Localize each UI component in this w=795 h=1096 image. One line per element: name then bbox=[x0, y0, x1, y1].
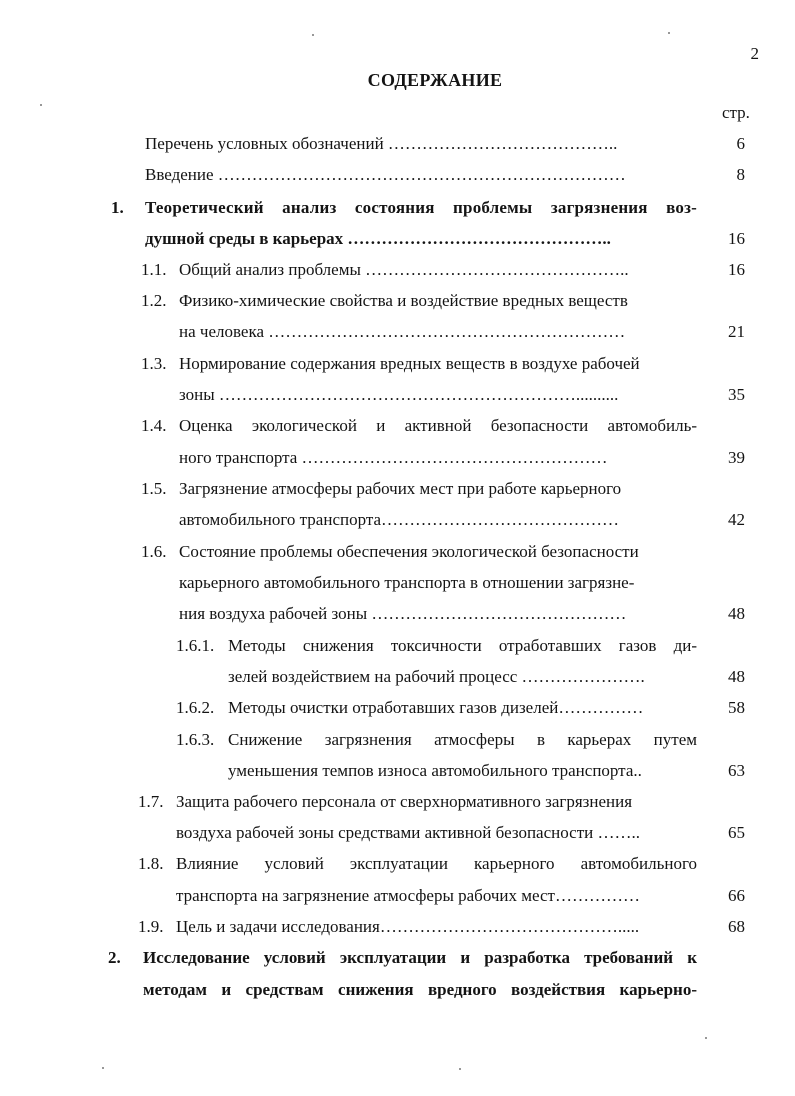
toc-entry-1-7-number: 1.7. bbox=[138, 792, 164, 811]
toc-entry-abbrev-page: 6 bbox=[736, 134, 745, 153]
toc-entry-1-6-1-number: 1.6.1. bbox=[176, 636, 215, 655]
toc-entry-1-9-number: 1.9. bbox=[138, 917, 164, 936]
toc-entry-1-6-3-line-2: уменьшения темпов износа автомобильного транспорта.. bbox=[228, 761, 642, 780]
toc-entry-1-8-line-1: Влияние условий эксплуатации карьерного автомобильного bbox=[176, 854, 697, 873]
toc-entry-1-6-1-line-2: зелей воздействием на рабочий процесс …………………. bbox=[228, 667, 645, 686]
toc-entry-1-6-2-number: 1.6.2. bbox=[176, 698, 215, 717]
toc-entry-1-6-1-page: 48 bbox=[728, 667, 745, 686]
toc-entry-1-2-line-1: Физико-химические свойства и воздействие вредных веществ bbox=[179, 291, 628, 310]
toc-entry-ch1-line-2: душной среды в карьерах ……………………………………….. bbox=[145, 229, 611, 248]
toc-entry-1-2-number: 1.2. bbox=[141, 291, 167, 310]
toc-entry-1-5-line-1: Загрязнение атмосферы рабочих мест при работе карьерного bbox=[179, 479, 622, 498]
toc-entry-1-4-line-2: ного транспорта ……………………………………………… bbox=[179, 448, 608, 467]
scan-speck bbox=[102, 1067, 104, 1069]
toc-entry-ch2-line-1: Исследование условий эксплуатации и разработка требований к bbox=[143, 948, 697, 967]
toc-entry-intro-page: 8 bbox=[736, 165, 745, 184]
toc-entry-1-5-line-2: автомобильного транспорта…………………………………… bbox=[179, 510, 620, 529]
toc-entry-ch1-number: 1. bbox=[111, 198, 124, 217]
toc-entry-1-7-line-1: Защита рабочего персонала от сверхнормативного загрязнения bbox=[176, 792, 633, 811]
page-number: 2 bbox=[750, 44, 759, 63]
toc-entry-1-1-number: 1.1. bbox=[141, 260, 167, 279]
toc-entry-1-6-3-number: 1.6.3. bbox=[176, 730, 215, 749]
toc-entry-1-1-page: 16 bbox=[728, 260, 745, 279]
toc-entry-1-6-line-2: карьерного автомобильного транспорта в отношении загрязне- bbox=[179, 573, 635, 592]
toc-entry-1-2-line-2: на человека ……………………………………………………… bbox=[179, 322, 626, 341]
page-column-label: стр. bbox=[722, 103, 750, 122]
toc-entry-ch2-number: 2. bbox=[108, 948, 121, 967]
toc-entry-1-6-3-line-1: Снижение загрязнения атмосферы в карьерах путем bbox=[228, 730, 697, 749]
toc-entry-1-2-page: 21 bbox=[728, 322, 745, 341]
toc-entry-1-6-page: 48 bbox=[728, 604, 745, 623]
toc-entry-1-6-3-page: 63 bbox=[728, 761, 745, 780]
scan-speck bbox=[312, 34, 314, 36]
toc-entry-1-4-number: 1.4. bbox=[141, 416, 167, 435]
toc-entry-1-1-line-1: Общий анализ проблемы ……………………………………….. bbox=[179, 260, 629, 279]
toc-entry-1-3-number: 1.3. bbox=[141, 354, 167, 373]
toc-entry-1-6-line-3: ния воздуха рабочей зоны ……………………………………… bbox=[179, 604, 627, 623]
toc-entry-1-7-page: 65 bbox=[728, 823, 745, 842]
toc-entry-1-9-line-1: Цель и задачи исследования……………………………………..... bbox=[176, 917, 640, 936]
toc-entry-1-4-page: 39 bbox=[728, 448, 745, 467]
scan-speck bbox=[459, 1068, 461, 1070]
page-title: СОДЕРЖАНИЕ bbox=[367, 70, 503, 90]
toc-entry-1-8-line-2: транспорта на загрязнение атмосферы рабочих мест…………… bbox=[176, 886, 640, 905]
toc-entry-ch1-line-1: Теоретический анализ состояния проблемы загрязнения воз- bbox=[145, 198, 697, 217]
toc-entry-1-3-page: 35 bbox=[728, 385, 745, 404]
toc-entry-1-5-number: 1.5. bbox=[141, 479, 167, 498]
scan-speck bbox=[668, 32, 670, 34]
scan-speck bbox=[40, 104, 42, 106]
toc-entry-1-5-page: 42 bbox=[728, 510, 745, 529]
toc-entry-1-8-number: 1.8. bbox=[138, 854, 164, 873]
toc-entry-1-6-1-line-1: Методы снижения токсичности отработавших газов ди- bbox=[228, 636, 697, 655]
toc-entry-1-6-number: 1.6. bbox=[141, 542, 167, 561]
toc-entry-1-6-2-line-1: Методы очистки отработавших газов дизелей…………… bbox=[228, 698, 644, 717]
toc-entry-1-9-page: 68 bbox=[728, 917, 745, 936]
toc-entry-1-8-page: 66 bbox=[728, 886, 745, 905]
toc-entry-ch1-page: 16 bbox=[728, 229, 745, 248]
scan-speck bbox=[705, 1037, 707, 1039]
toc-entry-1-3-line-1: Нормирование содержания вредных веществ в воздухе рабочей bbox=[179, 354, 640, 373]
toc-entry-1-3-line-2: зоны ……………………………………………………….......... bbox=[179, 385, 619, 404]
toc-entry-ch2-line-2: методам и средствам снижения вредного воздействия карьерно- bbox=[143, 980, 697, 999]
toc-entry-1-6-line-1: Состояние проблемы обеспечения экологической безопасности bbox=[179, 542, 639, 561]
toc-entry-abbrev-line-1: Перечень условных обозначений ………………………………….. bbox=[145, 134, 618, 153]
toc-entry-1-7-line-2: воздуха рабочей зоны средствами активной безопасности …….. bbox=[176, 823, 640, 842]
toc-entry-intro-line-1: Введение ……………………………………………………………… bbox=[145, 165, 626, 184]
toc-entry-1-4-line-1: Оценка экологической и активной безопасности автомобиль- bbox=[179, 416, 697, 435]
toc-entry-1-6-2-page: 58 bbox=[728, 698, 745, 717]
